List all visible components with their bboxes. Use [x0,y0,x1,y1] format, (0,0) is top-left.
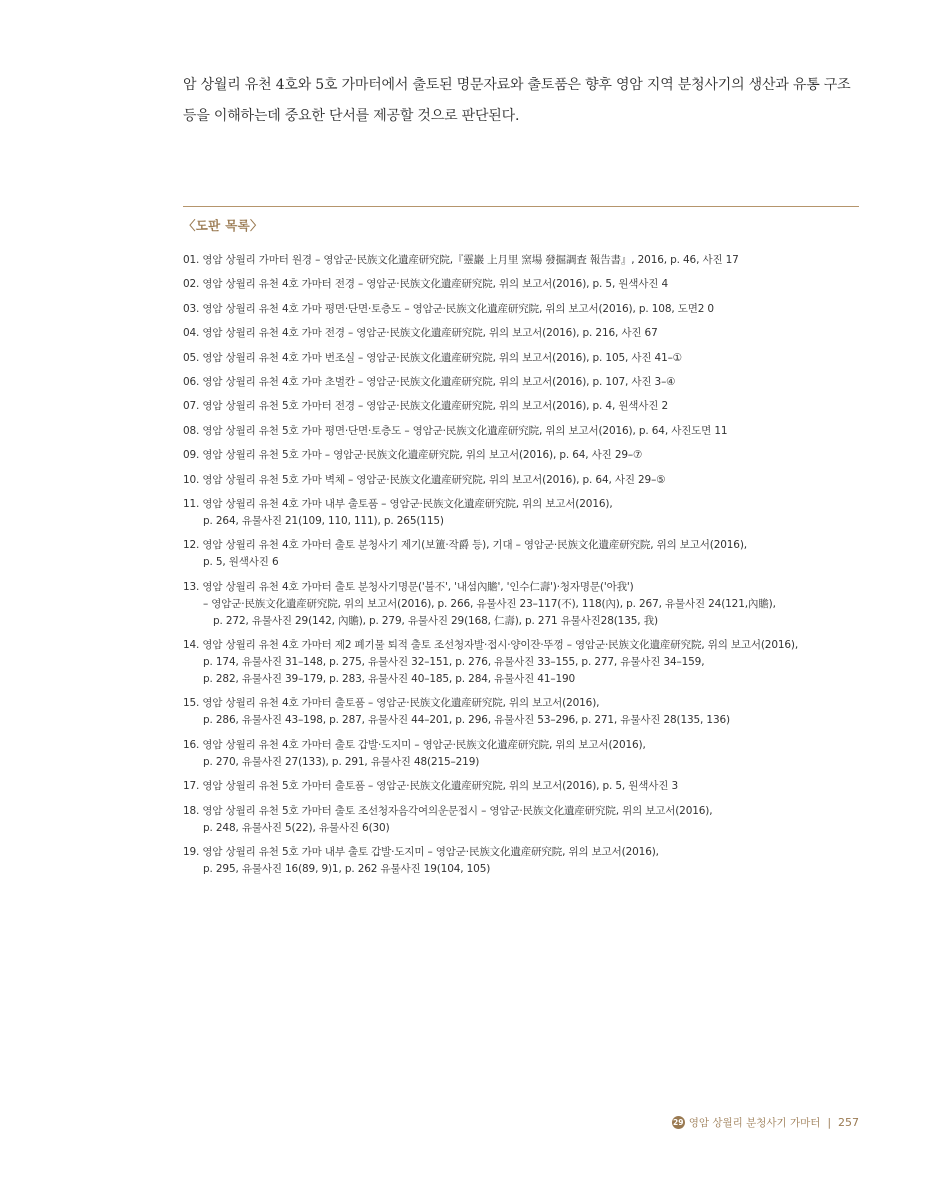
plate-item-text: 15. 영암 상월리 유천 4호 가마터 출토품 – 영암군·民族文化遺産研究院, 위의 보고서(2016), [183,697,600,710]
plate-list-item [183,778,873,795]
plate-list-title: 〈도판 목록〉 [183,218,263,233]
plate-item-text: 01. 영암 상월리 가마터 원경 – 영암군·民族文化遺産研究院,『靈巖 上月里 窯場 發掘調査 報告書』, 2016, p. 46, 사진 17 [183,254,739,266]
plate-list-item [183,447,873,464]
plate-item-text: 06. 영암 상월리 유천 4호 가마 초벌칸 – 영암군·民族文化遺産研究院, 위의 보고서(2016), p. 107, 사진 3–④ [183,375,676,388]
plate-list-item [183,398,873,415]
section-divider [183,206,859,207]
plate-item-text: 16. 영암 상월리 유천 4호 가마터 출토 갑발·도지미 – 영암군·民族文化遺産研究院, 위의 보고서(2016), [183,738,646,751]
plate-item-text: 11. 영암 상월리 유천 4호 가마 내부 출토품 – 영암군·民族文化遺産研究院, 위의 보고서(2016), [183,497,613,510]
plate-item-continuation: p. 295, 유물사진 16(89, 9)1, p. 262 유물사진 19(104, 105) [203,863,491,876]
plate-list-item [183,325,873,342]
chapter-number-badge: 29 [673,1118,684,1127]
plate-item-text: 07. 영암 상월리 유천 5호 가마터 전경 – 영암군·民族文化遺産研究院, 위의 보고서(2016), p. 4, 원색사진 2 [183,400,669,413]
footer-separator: | [827,1116,831,1129]
plate-list-item [183,252,873,269]
plate-list-item [183,301,873,318]
plate-item-continuation: p. 264, 유물사진 21(109, 110, 111), p. 265(115) [203,514,444,527]
plate-item-text: 09. 영암 상월리 유천 5호 가마 – 영암군·民族文化遺産研究院, 위의 보고서(2016), p. 64, 사진 29–⑦ [183,449,643,462]
plate-list-item [183,695,873,729]
intro-line-2: 등을 이해하는데 중요한 단서를 제공할 것으로 판단된다. [183,108,520,124]
plate-item-text: 10. 영암 상월리 유천 5호 가마 벽체 – 영암군·民族文化遺産研究院, 위의 보고서(2016), p. 64, 사진 29–⑤ [183,473,666,486]
plate-item-text: 04. 영암 상월리 유천 4호 가마 전경 – 영암군·民族文化遺産研究院, 위의 보고서(2016), p. 216, 사진 67 [183,327,658,340]
plate-list-item [183,803,873,837]
chapter-title: 영암 상월리 분청사기 가마터 [688,1117,821,1129]
plate-list [183,252,873,885]
plate-item-text: 18. 영암 상월리 유천 5호 가마터 출토 조선청자음각여의운문접시 – 영암군·民族文化遺産研究院, 위의 보고서(2016), [183,804,713,817]
plate-item-text: 19. 영암 상월리 유천 5호 가마 내부 출토 갑발·도지미 – 영암군·民族文化遺産研究院, 위의 보고서(2016), [183,846,659,859]
plate-item-text: 05. 영암 상월리 유천 4호 가마 번조실 – 영암군·民族文化遺産研究院, 위의 보고서(2016), p. 105, 사진 41–① [183,351,682,364]
plate-item-continuation: p. 286, 유물사진 43–198, p. 287, 유물사진 44–201, p. 296, 유물사진 53–296, p. 271, 유물사진 28(135, 136) [203,714,730,727]
plate-list-item [183,737,873,771]
plate-item-text: 14. 영암 상월리 유천 4호 가마터 제2 폐기물 퇴적 출토 조선청자발·접시·양이잔·뚜껑 – 영암군·民族文化遺産研究院, 위의 보고서(2016), [183,639,799,652]
plate-list-item [183,350,873,367]
plate-item-continuation: p. 272, 유물사진 29(142, 內贍), p. 279, 유물사진 29(168, 仁壽), p. 271 유물사진28(135, 我) [213,614,658,627]
page-number: 257 [838,1116,859,1129]
plate-item-continuation: p. 248, 유물사진 5(22), 유물사진 6(30) [203,821,390,834]
plate-list-item [183,423,873,440]
plate-item-text: 03. 영암 상월리 유천 4호 가마 평면·단면·토층도 – 영암군·民族文化遺産研究院, 위의 보고서(2016), p. 108, 도면2 0 [183,302,714,315]
plate-item-text: 02. 영암 상월리 유천 4호 가마터 전경 – 영암군·民族文化遺産研究院, 위의 보고서(2016), p. 5, 원색사진 4 [183,278,669,291]
intro-line-1: 암 상월리 유천 4호와 5호 가마터에서 출토된 명문자료와 출토품은 향후 영암 지역 분청사기의 생산과 유통 구조 [183,77,851,93]
plate-item-text: 17. 영암 상월리 유천 5호 가마터 출토품 – 영암군·民族文化遺産研究院, 위의 보고서(2016), p. 5, 원색사진 3 [183,780,679,793]
plate-item-text: 13. 영암 상월리 유천 4호 가마터 출토 분청사기명문('불不', '내섬內贍', '인수仁壽')·청자명문('아我') [183,580,634,593]
plate-item-text: 12. 영암 상월리 유천 4호 가마터 출토 분청사기 제기(보簠·작爵 등), 기대 – 영암군·民族文化遺産研究院, 위의 보고서(2016), [183,539,747,552]
plate-item-continuation: p. 270, 유물사진 27(133), p. 291, 유물사진 48(215–219) [203,755,480,768]
page-footer [672,1115,859,1130]
plate-list-item [183,844,873,878]
plate-item-continuation: p. 282, 유물사진 39–179, p. 283, 유물사진 40–185, p. 284, 유물사진 41–190 [203,673,576,686]
plate-list-item [183,374,873,391]
plate-list-item [183,537,873,571]
plate-item-continuation: – 영암군·民族文化遺産研究院, 위의 보고서(2016), p. 266, 유물사진 23–117(不), 118(內), p. 267, 유물사진 24(121,內贍), [203,597,776,610]
plate-item-continuation: p. 5, 원색사진 6 [203,556,279,569]
plate-list-item [183,472,873,489]
plate-list-item [183,579,873,630]
plate-item-text: 08. 영암 상월리 유천 5호 가마 평면·단면·토층도 – 영암군·民族文化遺産研究院, 위의 보고서(2016), p. 64, 사진도면 11 [183,424,728,437]
plate-list-item [183,637,873,688]
plate-item-continuation: p. 174, 유물사진 31–148, p. 275, 유물사진 32–151, p. 276, 유물사진 33–155, p. 277, 유물사진 34–159, [203,656,705,669]
plate-list-item [183,276,873,293]
plate-list-item [183,496,873,530]
intro-paragraph [183,70,873,132]
